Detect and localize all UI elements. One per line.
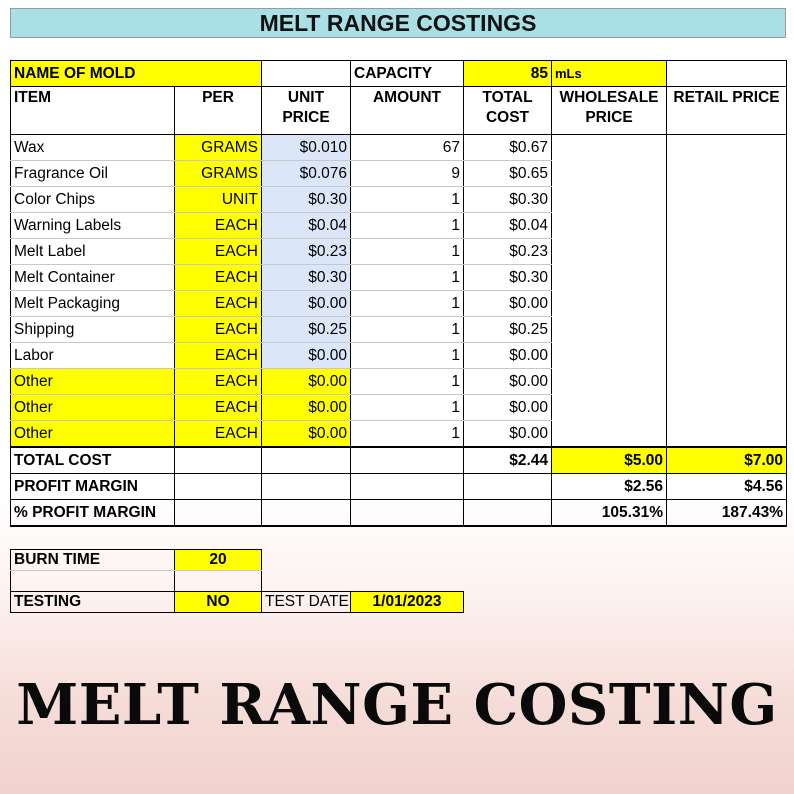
per-unit-cell[interactable]: GRAMS [175, 135, 262, 161]
capacity-unit: mLs [552, 61, 667, 87]
mold-name-field[interactable] [262, 61, 351, 87]
amount-cell[interactable]: 1 [351, 421, 464, 448]
per-unit-cell[interactable]: EACH [175, 291, 262, 317]
table-row [11, 239, 787, 265]
amount-cell[interactable]: 1 [351, 317, 464, 343]
total-cost-cell: $0.67 [464, 135, 552, 161]
capacity-label: CAPACITY [351, 61, 464, 87]
item-name-cell[interactable]: Fragrance Oil [11, 161, 175, 187]
retail-price-value[interactable]: $7.00 [667, 447, 787, 474]
table-row [11, 421, 787, 448]
column-header-row [11, 87, 787, 135]
amount-cell[interactable]: 1 [351, 265, 464, 291]
costing-table [10, 60, 787, 527]
total-cost-cell: $0.00 [464, 369, 552, 395]
spacer-blank-3 [464, 571, 787, 592]
amount-cell[interactable]: 1 [351, 395, 464, 421]
wholesale-blank-cell [552, 369, 667, 395]
total-cost-cell: $0.30 [464, 187, 552, 213]
total-blank-2 [262, 447, 351, 474]
item-name-cell[interactable]: Labor [11, 343, 175, 369]
col-amount-label: AMOUNT [372, 89, 442, 106]
item-name-cell[interactable]: Melt Container [11, 265, 175, 291]
spacer-blank [262, 571, 351, 592]
unit-price-cell[interactable]: $0.00 [262, 369, 351, 395]
burn-blank-3 [464, 550, 787, 571]
col-retail [667, 87, 787, 135]
per-unit-cell[interactable]: EACH [175, 369, 262, 395]
col-wholesale [552, 87, 667, 135]
table-row [11, 161, 787, 187]
total-cost-cell: $0.65 [464, 161, 552, 187]
item-name-cell[interactable]: Warning Labels [11, 213, 175, 239]
amount-cell[interactable]: 67 [351, 135, 464, 161]
unit-price-cell[interactable]: $0.30 [262, 187, 351, 213]
per-unit-cell[interactable]: EACH [175, 265, 262, 291]
pct-blank-4 [464, 500, 552, 527]
pct-profit-label: % PROFIT MARGIN [11, 500, 175, 527]
wholesale-blank-cell [552, 265, 667, 291]
retail-blank-cell [667, 343, 787, 369]
per-unit-cell[interactable]: EACH [175, 213, 262, 239]
retail-blank-cell [667, 265, 787, 291]
header-blank-cell [667, 61, 787, 87]
wholesale-blank-cell [552, 161, 667, 187]
col-unit-price-line2: PRICE [282, 109, 330, 126]
col-per-label: PER [202, 89, 234, 106]
testing-label: TESTING [11, 592, 175, 613]
retail-blank-cell [667, 369, 787, 395]
table-row [11, 265, 787, 291]
table-row [11, 317, 787, 343]
table-row [11, 213, 787, 239]
unit-price-cell[interactable]: $0.00 [262, 395, 351, 421]
total-cost-cell: $0.30 [464, 265, 552, 291]
burn-testing-table [10, 549, 787, 613]
unit-price-cell[interactable]: $0.076 [262, 161, 351, 187]
item-name-cell[interactable]: Other [11, 395, 175, 421]
table-row [11, 395, 787, 421]
amount-cell[interactable]: 1 [351, 187, 464, 213]
test-date-value[interactable]: 1/01/2023 [351, 592, 464, 613]
item-rows [11, 135, 787, 448]
total-cost-label: TOTAL COST [11, 447, 175, 474]
testing-blank [464, 592, 787, 613]
burn-time-label: BURN TIME [11, 550, 175, 571]
profit-blank-4 [464, 474, 552, 500]
burn-blank-2 [351, 550, 464, 571]
amount-cell[interactable]: 1 [351, 239, 464, 265]
testing-value[interactable]: NO [175, 592, 262, 613]
burn-time-row [11, 550, 787, 571]
testing-row [11, 592, 787, 613]
test-date-label: TEST DATE [262, 592, 351, 613]
retail-blank-cell [667, 187, 787, 213]
retail-blank-cell [667, 291, 787, 317]
mold-name-label: NAME OF MOLD [11, 61, 262, 87]
profit-blank-3 [351, 474, 464, 500]
total-blank-3 [351, 447, 464, 474]
total-cost-cell: $0.00 [464, 421, 552, 448]
retail-pct-value: 187.43% [667, 500, 787, 527]
col-amount [351, 87, 464, 135]
unit-price-cell[interactable]: $0.30 [262, 265, 351, 291]
table-row [11, 369, 787, 395]
total-cost-cell: $0.00 [464, 395, 552, 421]
wholesale-blank-cell [552, 317, 667, 343]
retail-blank-cell [667, 161, 787, 187]
wholesale-blank-cell [552, 135, 667, 161]
total-cost-cell: $0.00 [464, 343, 552, 369]
retail-blank-cell [667, 317, 787, 343]
col-total-cost-line1: TOTAL [482, 89, 533, 106]
amount-cell[interactable]: 1 [351, 369, 464, 395]
per-unit-cell[interactable]: EACH [175, 395, 262, 421]
amount-cell[interactable]: 9 [351, 161, 464, 187]
costing-spreadsheet [10, 8, 786, 613]
col-wholesale-line2: PRICE [585, 109, 633, 126]
pct-blank-1 [175, 500, 262, 527]
wholesale-blank-cell [552, 395, 667, 421]
item-name-cell[interactable]: Color Chips [11, 187, 175, 213]
item-name-cell[interactable]: Other [11, 369, 175, 395]
pct-blank-3 [351, 500, 464, 527]
pct-blank-2 [262, 500, 351, 527]
unit-price-cell[interactable]: $0.23 [262, 239, 351, 265]
unit-price-cell[interactable]: $0.010 [262, 135, 351, 161]
spacer-cell-1 [11, 571, 175, 592]
mold-header-row [11, 61, 787, 87]
capacity-value[interactable]: 85 [464, 61, 552, 87]
wholesale-blank-cell [552, 213, 667, 239]
table-row [11, 343, 787, 369]
burn-spacer-row [11, 571, 787, 592]
total-cost-cell: $0.00 [464, 291, 552, 317]
item-name-cell[interactable]: Melt Label [11, 239, 175, 265]
unit-price-cell[interactable]: $0.04 [262, 213, 351, 239]
total-blank-1 [175, 447, 262, 474]
sheet-title: MELT RANGE COSTINGS [10, 8, 786, 38]
total-cost-row [11, 447, 787, 474]
wholesale-blank-cell [552, 421, 667, 448]
col-total-cost-line2: COST [485, 109, 530, 126]
table-row [11, 291, 787, 317]
unit-price-cell[interactable]: $0.00 [262, 421, 351, 448]
per-unit-cell[interactable]: GRAMS [175, 161, 262, 187]
col-unit-price [262, 87, 351, 135]
pct-profit-row [11, 500, 787, 527]
wholesale-blank-cell [552, 343, 667, 369]
retail-profit-value: $4.56 [667, 474, 787, 500]
wholesale-blank-cell [552, 239, 667, 265]
col-unit-price-line1: UNIT [287, 89, 325, 106]
profit-margin-label: PROFIT MARGIN [11, 474, 175, 500]
per-unit-cell[interactable]: EACH [175, 421, 262, 448]
wholesale-profit-value: $2.56 [552, 474, 667, 500]
col-item [11, 87, 175, 135]
wholesale-blank-cell [552, 187, 667, 213]
profit-margin-row [11, 474, 787, 500]
profit-blank-2 [262, 474, 351, 500]
col-total-cost [464, 87, 552, 135]
spacer-blank-2 [351, 571, 464, 592]
burn-blank [262, 550, 351, 571]
per-unit-cell[interactable]: EACH [175, 317, 262, 343]
per-unit-cell[interactable]: EACH [175, 343, 262, 369]
wholesale-price-value[interactable]: $5.00 [552, 447, 667, 474]
spacer-cell-2 [175, 571, 262, 592]
table-row [11, 187, 787, 213]
unit-price-cell[interactable]: $0.00 [262, 343, 351, 369]
retail-blank-cell [667, 421, 787, 448]
col-item-label: ITEM [14, 89, 52, 106]
total-cost-cell: $0.04 [464, 213, 552, 239]
retail-blank-cell [667, 395, 787, 421]
col-per [175, 87, 262, 135]
per-unit-cell[interactable]: EACH [175, 239, 262, 265]
footer-title: MELT RANGE COSTING [16, 672, 778, 738]
item-name-cell[interactable]: Shipping [11, 317, 175, 343]
total-cost-value: $2.44 [464, 447, 552, 474]
total-cost-cell: $0.25 [464, 317, 552, 343]
amount-cell[interactable]: 1 [351, 213, 464, 239]
unit-price-cell[interactable]: $0.00 [262, 291, 351, 317]
amount-cell[interactable]: 1 [351, 291, 464, 317]
item-name-cell[interactable]: Wax [11, 135, 175, 161]
retail-blank-cell [667, 213, 787, 239]
profit-blank-1 [175, 474, 262, 500]
retail-blank-cell [667, 135, 787, 161]
retail-blank-cell [667, 239, 787, 265]
amount-cell[interactable]: 1 [351, 343, 464, 369]
item-name-cell[interactable]: Other [11, 421, 175, 448]
col-retail-label: RETAIL PRICE [673, 89, 780, 106]
burn-time-value[interactable]: 20 [175, 550, 262, 571]
unit-price-cell[interactable]: $0.25 [262, 317, 351, 343]
col-wholesale-line1: WHOLESALE [559, 89, 659, 106]
wholesale-blank-cell [552, 291, 667, 317]
table-row [11, 135, 787, 161]
item-name-cell[interactable]: Melt Packaging [11, 291, 175, 317]
total-cost-cell: $0.23 [464, 239, 552, 265]
wholesale-pct-value: 105.31% [552, 500, 667, 527]
per-unit-cell[interactable]: UNIT [175, 187, 262, 213]
